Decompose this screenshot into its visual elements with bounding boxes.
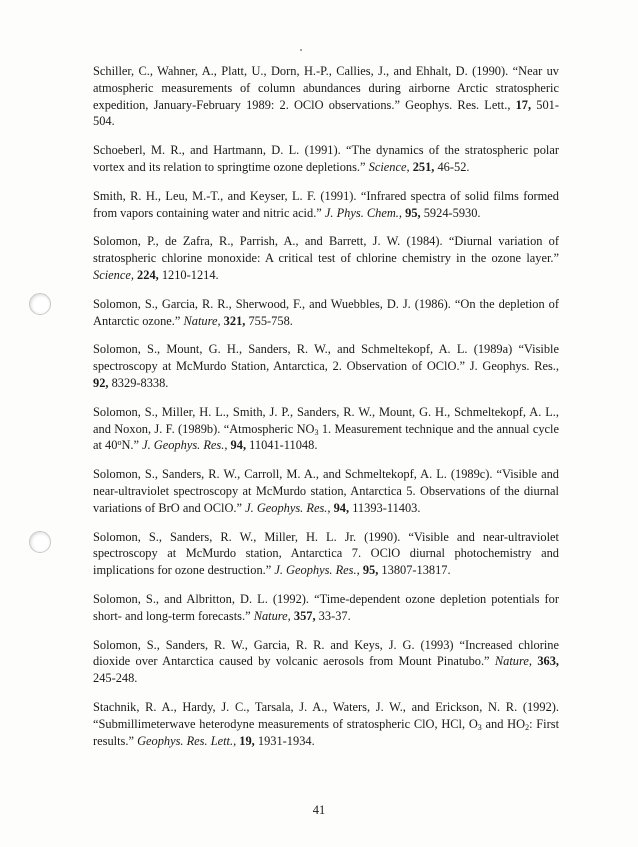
ref-title: “Near uv atmospheric measurements of column abundances during airborne Arctic stratospheric expedition, January-February 1989: 2. OClO observations.”: [93, 64, 559, 112]
ref-volume: 357,: [293, 608, 316, 623]
reference-item-solomon-1989a: [93, 341, 559, 391]
ref-title-part: and HO: [481, 716, 526, 731]
reference-list: [93, 63, 559, 761]
ref-title: “Diurnal variation of stratospheric chlorine monoxide: A critical test of chlorine chemistry in the ozone layer.”: [93, 234, 559, 266]
ref-authors: Solomon, S., and Albritton, D. L. (1992).: [93, 591, 309, 606]
ref-journal: Geophys. Res. Lett.,: [405, 97, 511, 112]
ref-title-part: “Submillimeterwave heterodyne measurements of stratospheric ClO, HCl, O: [93, 716, 478, 731]
ref-authors: Solomon, P., de Zafra, R., Parrish, A., and Barrett, J. W. (1984).: [93, 234, 443, 249]
ref-authors: Schiller, C., Wahner, A., Platt, U., Dorn, H.-P., Callies, J., and Ehhalt, D. (1990).: [93, 64, 509, 78]
ref-title: “Visible and near-ultraviolet spectroscopy at McMurdo station, Antarctica 7. OClO diurnal photochemistry and implications for ozone destruction.”: [93, 529, 559, 578]
reference-item-solomon-1992: [93, 591, 559, 625]
ref-volume: 92,: [93, 375, 109, 390]
ref-authors: Schoeberl, M. R., and Hartmann, D. L. (1991).: [93, 143, 341, 158]
ref-title-part: “Atmospheric NO: [223, 421, 315, 436]
ref-journal: Science,: [368, 159, 410, 174]
ref-volume: 321,: [223, 313, 246, 328]
ref-authors: Solomon, S., Garcia, R. R., Sherwood, F., and Wuebbles, D. J. (1986).: [93, 296, 451, 311]
ref-authors: Solomon, S., Miller, H. L., Smith, J. P., Sanders, R. W., Mount, G. H., Schmeltekopf, A. L., and Noxon, J. F. (1989b).: [93, 404, 559, 436]
ref-pages: 755-758.: [248, 313, 293, 328]
reference-item-solomon-1993: [93, 637, 559, 687]
ref-title: “Visible and near-ultraviolet spectroscopy at McMurdo station, Antarctica 5. Observations of the diurnal variations of BrO and OClO.”: [93, 467, 559, 515]
reference-item-solomon-p-1984: [93, 233, 559, 283]
ref-volume: 94,: [333, 500, 350, 515]
reference-item-smith-1991: [93, 188, 559, 222]
ref-volume: 224,: [137, 267, 159, 282]
ref-journal: J. Phys. Chem.,: [324, 205, 403, 220]
ref-volume: 95,: [405, 205, 421, 220]
page-number: 41: [312, 803, 326, 817]
ref-title: “Visible spectroscopy at McMurdo Station, Antarctica, 2. Observation of OClO.”: [93, 342, 559, 374]
ref-authors: Solomon, S., Sanders, R. W., Garcia, R. R. and Keys, J. G. (1993): [93, 637, 454, 652]
ref-volume: 19,: [239, 733, 255, 748]
ref-volume: 363,: [537, 654, 559, 669]
ref-title-superscript: o: [117, 438, 122, 448]
ref-title: “The dynamics of the stratospheric polar vortex and its relation to springtime ozone depletions.”: [93, 143, 559, 174]
ref-pages: 13807-13817.: [381, 563, 451, 578]
ref-volume: 95,: [362, 563, 379, 578]
ref-authors: Solomon, S., Sanders, R. W., Carroll, M. A., and Schmeltekopf, A. L. (1989c).: [93, 467, 493, 482]
ref-pages: 1210-1214.: [161, 267, 219, 282]
ref-volume: 17,: [515, 97, 532, 112]
reference-item-schiller-1990: [93, 63, 559, 130]
ref-title-subscript: 3: [314, 427, 319, 437]
ref-pages: 245-248.: [93, 671, 138, 686]
ref-title: “Infrared spectra of solid films formed from vapors containing water and nitric acid.”: [93, 188, 559, 220]
ref-title: “On the depletion of Antarctic ozone.”: [93, 296, 559, 328]
ref-journal: Nature,: [183, 313, 221, 328]
reference-item-solomon-1989c: [93, 466, 559, 516]
reference-item-solomon-1986: [93, 296, 559, 330]
ref-title-subscript: 2: [525, 722, 530, 732]
ref-pages: 1931-1934.: [257, 733, 315, 748]
ref-title: “Increased chlorine dioxide over Antarctica caused by volcanic aerosols from Mount Pinatubo.”: [93, 637, 559, 669]
ref-authors: Stachnik, R. A., Hardy, J. C., Tarsala, J. A., Waters, J. W., and Erickson, N. R. (1992).: [93, 699, 559, 714]
ref-pages: 8329-8338.: [111, 375, 169, 390]
ref-journal: J. Geophys. Res.,: [274, 563, 360, 578]
ref-journal: Nature,: [253, 608, 291, 623]
ref-title-part: : First results.”: [93, 716, 560, 748]
ref-journal: J. Geophys. Res.,: [142, 438, 228, 453]
scan-speck: [300, 49, 302, 51]
ref-journal: Geophys. Res. Lett.,: [137, 733, 237, 748]
ref-volume: 251,: [412, 159, 435, 174]
ref-title-part: 1. Measurement technique and the annual cycle at 40: [93, 421, 559, 453]
ref-journal: Science,: [93, 267, 134, 282]
ref-pages: 11393-11403.: [352, 500, 421, 515]
ref-authors: Solomon, S., Sanders, R. W., Miller, H. L. Jr. (1990).: [93, 529, 401, 544]
reference-item-stachnik-1992: [93, 699, 559, 749]
ref-authors: Solomon, S., Mount, G. H., Sanders, R. W., and Schmeltekopf, A. L. (1989a): [93, 342, 513, 357]
ref-volume: 94,: [230, 438, 247, 453]
ref-pages: 5924-5930.: [423, 205, 481, 220]
ref-pages: 33-37.: [318, 608, 351, 623]
ref-title-subscript: 3: [477, 722, 482, 732]
ref-pages: 501-504.: [93, 97, 559, 129]
ref-authors: Smith, R. H., Leu, M.-T., and Keyser, L. F. (1991).: [93, 188, 357, 203]
ref-title-part: N.”: [121, 438, 139, 453]
ref-pages: 46-52.: [437, 159, 470, 174]
punch-hole-bottom: [29, 531, 51, 553]
reference-item-solomon-1990: [93, 529, 559, 579]
ref-journal: Nature,: [494, 654, 532, 669]
ref-journal: J. Geophys. Res.,: [245, 500, 331, 515]
ref-title: “Time-dependent ozone depletion potentials for short- and long-term forecasts.”: [93, 591, 559, 623]
punch-hole-top: [29, 293, 51, 315]
reference-item-schoeberl-1991: [93, 142, 559, 176]
ref-journal: J. Geophys. Res.,: [469, 359, 559, 374]
reference-item-solomon-1989b: [93, 404, 559, 454]
ref-pages: 11041-11048.: [249, 438, 318, 453]
